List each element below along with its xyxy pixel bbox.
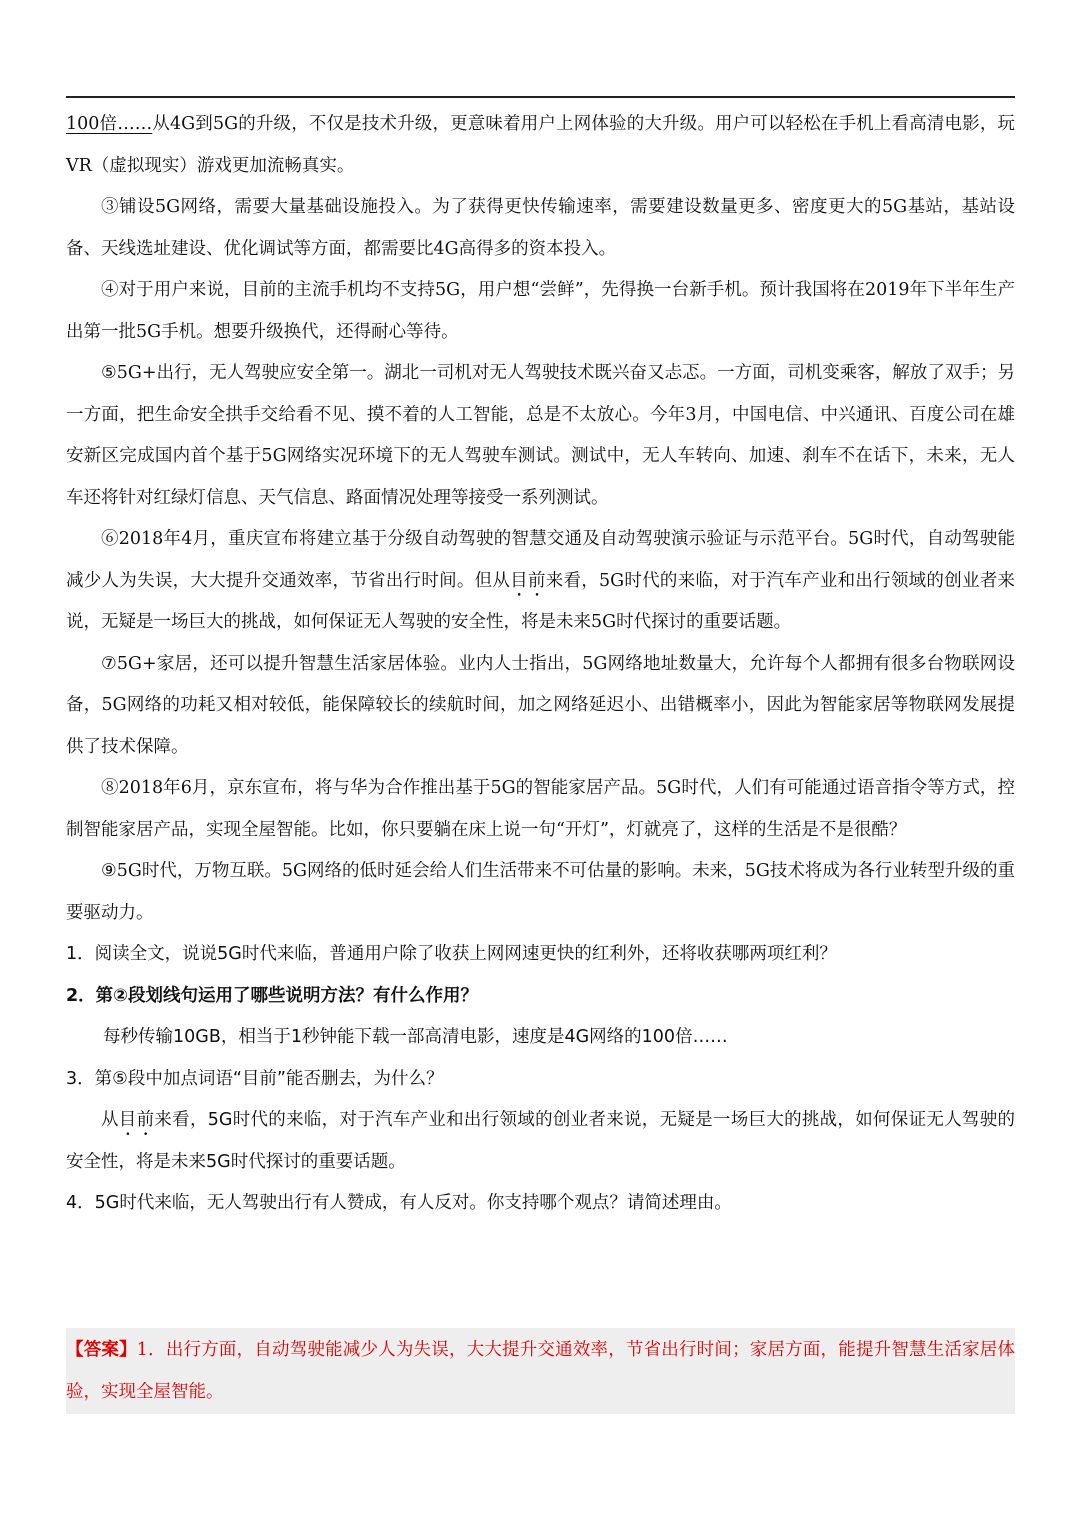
question-3-quote [66,1100,1015,1183]
paragraph-9: ⑨5G时代，万物互联。5G网络的低时延会给人们生活带来不可估量的影响。未来，5G技术将成为各行业转型升级的重要驱动力。 [66,861,1015,923]
question-3: 3．第⑤段中加点词语“目前”能否删去，为什么？ [66,1068,444,1089]
paragraph-2-continued [66,104,1015,187]
paragraph-3: ③铺设5G网络，需要大量基础设施投入。为了获得更快传输速率，需要建设数量更多、密度更大的5G基站，基站设备、天线选址建设、优化调试等方面，都需要比4G高得多的资本投入。 [66,197,1015,259]
question-1: 1．阅读全文，说说5G时代来临，普通用户除了收获上网网速更快的红利外，还将收获哪两项红利？ [66,944,837,964]
underlined-sentence-end: 100倍…… [66,114,153,134]
paragraph-6 [66,519,1015,644]
question-3-dotted-word: 目前 [118,1110,155,1130]
paragraph-6-end: 来看，5G时代的来临，对于汽车产业和出行领域的创业者来说，无疑是一场巨大的挑战，如何保证无人驾驶的安全性，将是未来5G时代探讨的重要话题。 [66,570,1016,632]
dotted-word: 目前 [510,570,546,591]
answer-paragraph [66,1330,1015,1413]
article-body [66,104,1015,1225]
question-4: 4．5G时代来临，无人驾驶出行有人赞成，有人反对。你支持哪个观点？请简述理由。 [66,1193,732,1213]
paragraph-4: ④对于用户来说，目前的主流手机均不支持5G，用户想“尝鲜”，先得换一台新手机。预计我国将在2019年下半年生产出第一批5G手机。想要升级换代，还得耐心等待。 [66,280,1015,342]
paragraph-7: ⑦5G+家居，还可以提升智慧生活家居体验。业内人士指出，5G网络地址数量大，允许每个人都拥有很多台物联网设备，5G网络的功耗又相对较低，能保障较长的续航时间，加之网络延迟小、出错概率小，因此为智能家居等物联网发展提供了技术保障。 [66,653,1015,757]
question-2: 2．第②段划线句运用了哪些说明方法？有什么作用？ [66,985,478,1006]
answer-label: 【答案】 [66,1340,137,1360]
question-3-quote-end: 来看，5G时代的来临，对于汽车产业和出行领域的创业者来说，无疑是一场巨大的挑战，如何保证无人驾驶的安全性，将是未来5G时代探讨的重要话题。 [66,1110,1016,1172]
question-2-quote: 每秒传输10GB，相当于1秒钟能下载一部高清电影，速度是4G网络的100倍…… [103,1027,728,1047]
paragraph-8: ⑧2018年6月，京东宣布，将与华为合作推出基于5G的智能家居产品。5G时代，人们有可能通过语音指令等方式，控制智能家居产品，实现全屋智能。比如，你只要躺在床上说一句“开灯”，灯就亮了，这样的生活是不是很酷？ [66,778,1015,840]
question-3-quote-start: 从 [101,1110,119,1130]
answer-box [66,1328,1015,1414]
paragraph-5: ⑤5G+出行，无人驾驶应安全第一。湖北一司机对无人驾驶技术既兴奋又忐忑。一方面，司机变乘客，解放了双手；另一方面，把生命安全拱手交给看不见、摸不着的人工智能，总是不太放心。今年3月，中国电信、中兴通讯、百度公司在雄安新区完成国内首个基于5G网络实况环境下的无人驾驶车测试。测试中，无人车转向、加速、刹车不在话下，未来，无人车还将针对红绿灯信息、天气信息、路面情况处理等接受一系列测试。 [66,363,1015,508]
paragraph-2-text: 从4G到5G的升级，不仅是技术升级，更意味着用户上网体验的大升级。用户可以轻松在手机上看高清电影，玩VR（虚拟现实）游戏更加流畅真实。 [66,114,1015,176]
paragraph-6-start: ⑥2018年4月，重庆宣布将建立基于分级自动驾驶的智慧交通及自动驾驶演示验证与示范平台。5G时代，自动驾驶能减少人为失误，大大提升交通效率，节省出行时间。但从 [66,529,1015,591]
answer-text: 1．出行方面，自动驾驶能减少人为失误，大大提升交通效率，节省出行时间；家居方面，能提升智慧生活家居体验，实现全屋智能。 [66,1340,1016,1402]
header-rule [66,96,1015,98]
